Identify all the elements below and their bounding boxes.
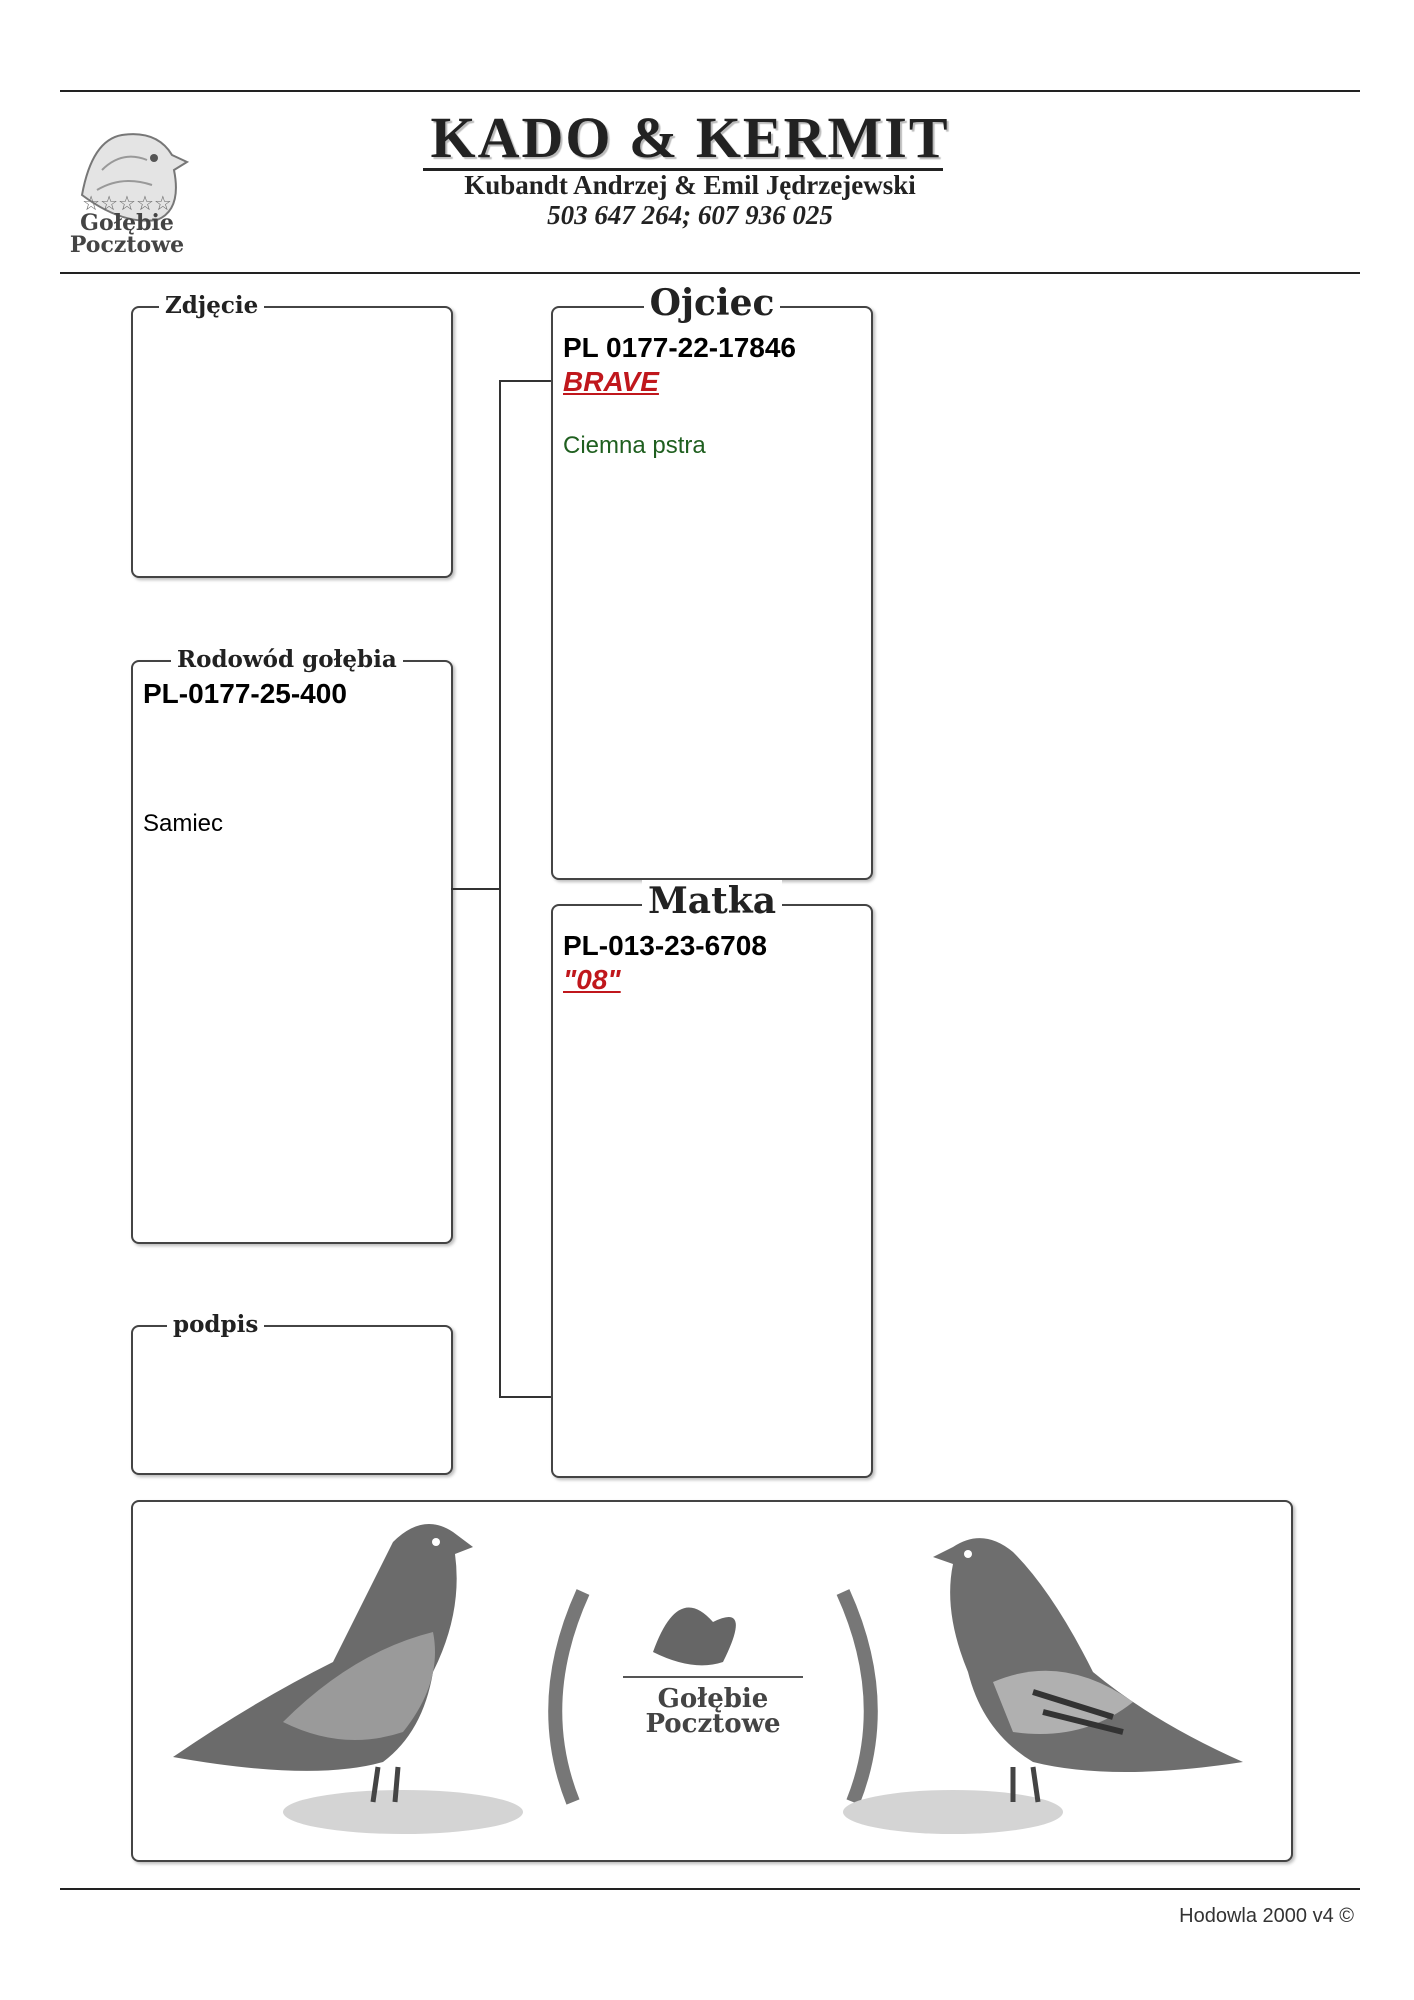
top-rule	[60, 90, 1360, 92]
signature-legend: podpis	[167, 1311, 264, 1338]
footer-rule	[60, 1888, 1360, 1890]
connector-top-branch	[499, 380, 551, 382]
father-color: Ciemna pstra	[563, 432, 706, 459]
breeder-names: Kubandt Andrzej & Emil Jędrzejewski	[464, 170, 916, 200]
logo-text-line2: Pocztowe	[69, 232, 185, 258]
emblem-text-line1: Gołębie	[657, 1684, 769, 1714]
father-ring-number: PL 0177-22-17846	[563, 332, 796, 363]
laurel-emblem-icon	[555, 1592, 871, 1802]
pedigree-box	[131, 646, 453, 1244]
emblem-text-line2: Pocztowe	[645, 1709, 781, 1739]
father-box	[551, 282, 873, 880]
pigeon-sex: Samiec	[143, 810, 224, 837]
connector-horizontal-child	[451, 888, 501, 890]
mother-legend: Matka	[642, 880, 782, 922]
father-name: BRAVE	[563, 366, 659, 397]
logo-text	[62, 212, 192, 256]
header-rule	[60, 272, 1360, 274]
pedigree-legend: Rodowód gołębia	[171, 646, 403, 673]
connector-vertical	[499, 380, 501, 1398]
mother-box	[551, 880, 873, 1478]
father-legend: Ojciec	[644, 282, 781, 324]
page-title: KADO & KERMIT	[430, 105, 950, 170]
mother-name: "08"	[563, 964, 621, 995]
photo-legend: Zdjęcie	[159, 292, 264, 319]
banner-illustration	[133, 1502, 1291, 1860]
pigeon-ring-number: PL-0177-25-400	[143, 678, 347, 709]
mother-ring-number: PL-013-23-6708	[563, 930, 767, 961]
logo-text-line1: Gołębie	[80, 210, 174, 236]
photo-box	[131, 292, 453, 578]
phone-numbers: 503 647 264; 607 936 025	[547, 200, 833, 230]
signature-box	[131, 1311, 453, 1475]
right-pigeon-icon	[843, 1538, 1243, 1834]
banner-box	[131, 1500, 1293, 1862]
connector-bottom-branch	[499, 1396, 551, 1398]
left-pigeon-icon	[173, 1524, 523, 1834]
svg-text:☆☆☆☆☆: ☆☆☆☆☆	[82, 193, 172, 215]
footer-credit: Hodowla 2000 v4 ©	[1179, 1905, 1354, 1927]
